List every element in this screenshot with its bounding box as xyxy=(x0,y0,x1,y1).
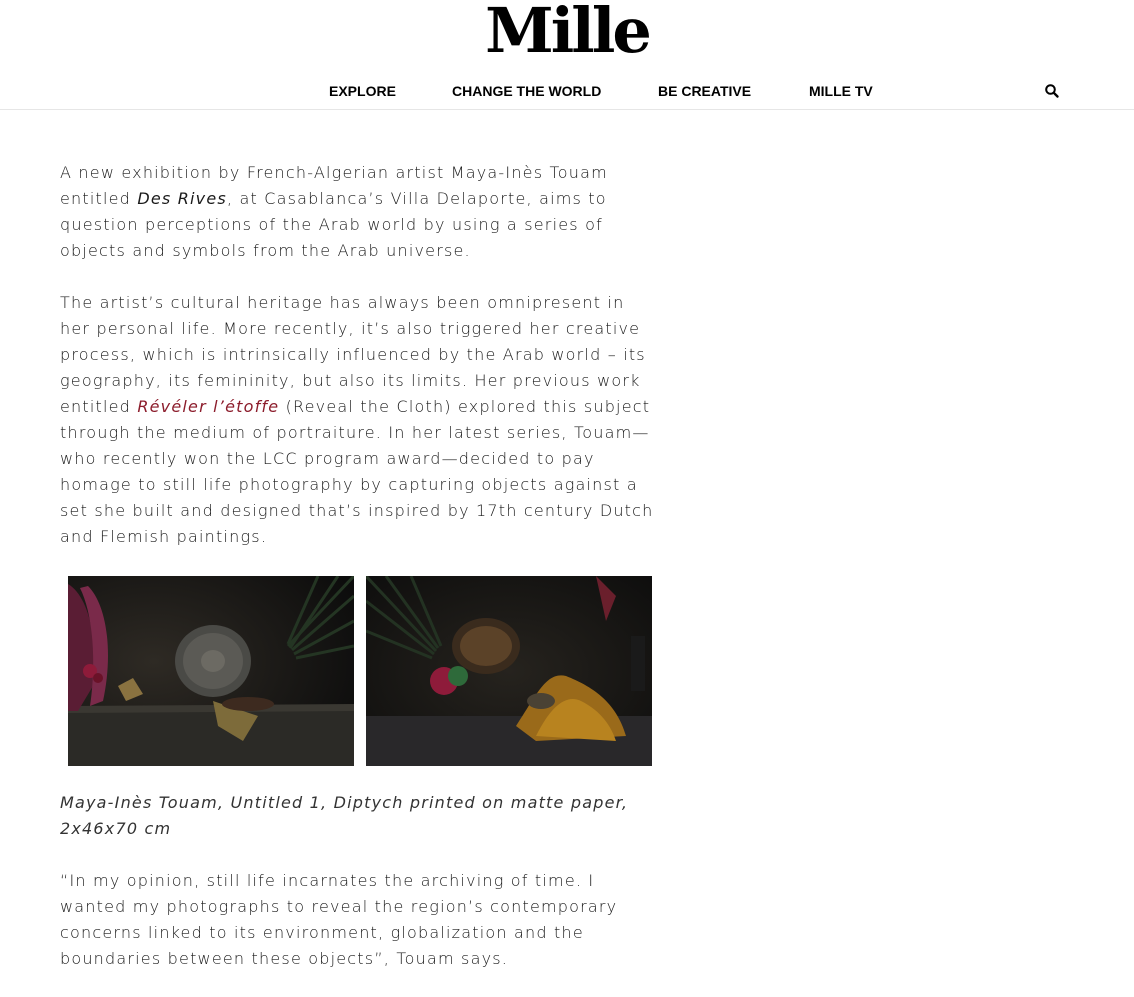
nav-item-be-creative[interactable]: BE CREATIVE xyxy=(658,83,752,99)
nav-item-change-the-world[interactable]: CHANGE THE WORLD xyxy=(452,83,602,99)
site-header xyxy=(0,0,1134,110)
diptych-photo-left xyxy=(68,576,354,766)
paragraph-2-text-b: (Reveal the Cloth) explored this subject through the medium of portraiture. In her latest series, Touam—who recently won the LCC program award—decided to pay homage to still life photography by capturing objects against a set she built and designed that’s inspired by 17th century Dutch and Flemish paintings. xyxy=(60,397,654,546)
nav-item-mille-tv[interactable]: MILLE TV xyxy=(809,83,873,99)
article-paragraph-2 xyxy=(60,290,660,550)
article-paragraph-1 xyxy=(60,160,660,264)
article-paragraph-3: “In my opinion, still life incarnates the archiving of time. I wanted my photographs to reveal the region’s contemporary concerns linked to its environment, globalization and the boundaries between these objects”, Touam says. xyxy=(60,871,618,968)
figure-caption: Maya-Inès Touam, Untitled 1, Diptych printed on matte paper, 2x46x70 cm xyxy=(60,793,629,838)
main-nav xyxy=(0,82,1134,102)
nav-item-explore[interactable]: EXPLORE xyxy=(329,83,396,99)
exhibition-title: Des Rives xyxy=(137,189,227,208)
paragraph-2-text-a: The artist’s cultural heritage has always been omnipresent in her personal life. More recently, it’s also triggered her creative process, which is intrinsically influenced by the Arab world – its geography, its femininity, but also its limits. Her previous work entitled xyxy=(60,293,646,416)
reveler-letoffe-link[interactable]: Révéler l’étoffe xyxy=(137,397,280,416)
site-logo[interactable]: Mille xyxy=(485,0,649,67)
search-icon[interactable] xyxy=(1044,83,1060,99)
paragraph-1-text-a: A new exhibition by French-Algerian artist Maya-Inès Touam entitled xyxy=(60,163,608,208)
paragraph-1-text-b: , at Casablanca’s Villa Delaporte, aims to question perceptions of the Arab world by using a series of objects and symbols from the Arab universe. xyxy=(60,189,607,260)
diptych-figure xyxy=(68,576,652,766)
diptych-photo-right xyxy=(366,576,652,766)
